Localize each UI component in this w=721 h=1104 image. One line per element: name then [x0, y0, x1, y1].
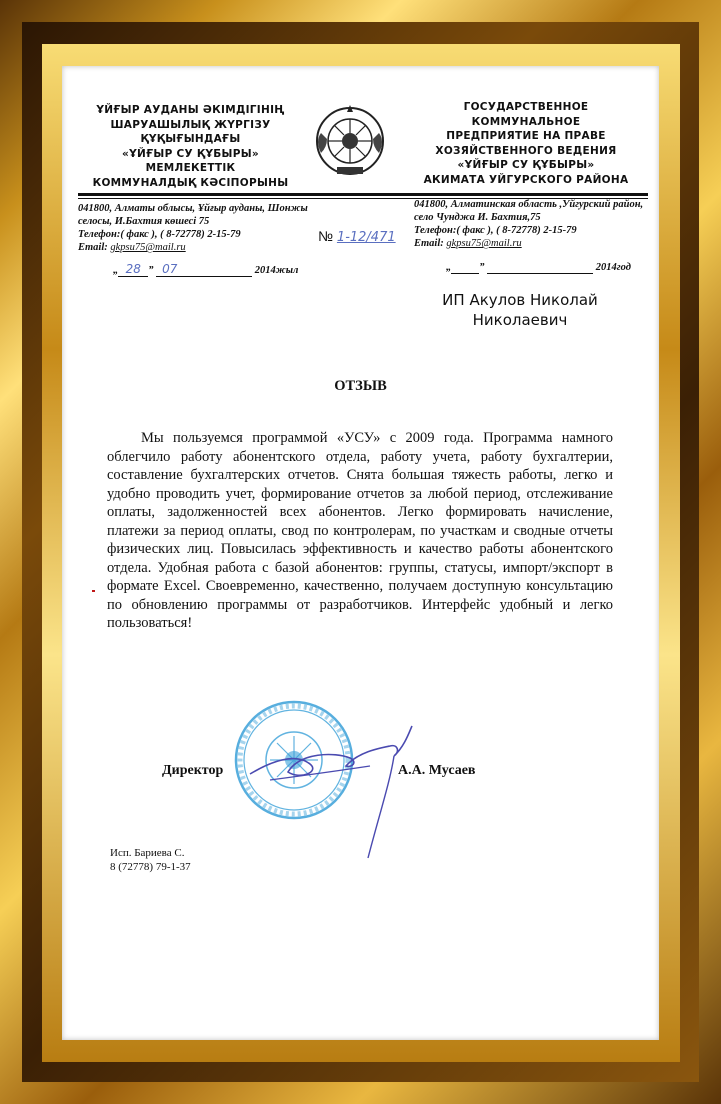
- contact-block-kazakh: [78, 202, 308, 254]
- executor-name: Исп. Бариева С.: [110, 847, 185, 859]
- director-title: Директор: [162, 763, 224, 778]
- executor-phone: 8 (72778) 79-1-37: [110, 861, 191, 873]
- date-quote: „: [446, 262, 452, 273]
- director-signature: [240, 722, 440, 862]
- header-kazakh-line: ҚҰҚЫҒЫНДАҒЫ: [140, 133, 241, 145]
- date-month-handwritten: 07: [162, 262, 178, 276]
- executor-info: [110, 846, 191, 874]
- date-day-field: [451, 262, 479, 274]
- date-quote: „: [113, 265, 119, 276]
- header-russian-line: ГОСУДАРСТВЕННОЕ КОММУНАЛЬНОЕ: [463, 101, 589, 128]
- red-ink-mark: [92, 590, 95, 592]
- date-quote: ”: [479, 262, 485, 273]
- header-divider: [78, 193, 648, 196]
- header-kazakh: [83, 103, 298, 190]
- email-label: Email:: [414, 238, 444, 249]
- email-row: [414, 237, 644, 250]
- address: 041800, Алматинская область ,Уйгурский район, село Чунджа И. Бахтия,75: [414, 199, 644, 223]
- header-kazakh-line: КОММУНАЛДЫҚ КӘСІПОРЫНЫ: [92, 176, 289, 189]
- header-russian-line: «ҰЙҒЫР СУ ҚҰБЫРЫ»: [457, 159, 595, 171]
- email-link[interactable]: gkpsu75@mail.ru: [110, 242, 186, 253]
- reference-number: [318, 228, 396, 245]
- email-link[interactable]: gkpsu75@mail.ru: [446, 238, 522, 249]
- header-russian-line: ХОЗЯЙСТВЕННОГО ВЕДЕНИЯ: [435, 144, 617, 157]
- header-kazakh-line: ҰЙҒЫР АУДАНЫ ӘКІМДІГІНІҢ: [96, 104, 285, 116]
- reference-handwritten-number: 1-12/471: [336, 230, 396, 245]
- email-row: [78, 241, 308, 254]
- email-label: Email:: [78, 242, 108, 253]
- recipient: [420, 290, 620, 330]
- phone: Телефон:( факс ), ( 8-72778) 2-15-79: [78, 229, 241, 240]
- document-title: ОТЗЫВ: [334, 378, 387, 394]
- phone: Телефон:( факс ), ( 8-72778) 2-15-79: [414, 225, 577, 236]
- date-month-field: [156, 262, 252, 277]
- date-line-kazakh: [113, 262, 298, 277]
- header-russian-line: ПРЕДПРИЯТИЕ НА ПРАВЕ: [446, 130, 606, 142]
- date-line-russian: [446, 262, 631, 274]
- header-kazakh-line: ШАРУАШЫЛЫҚ ЖҮРГІЗУ: [110, 118, 271, 131]
- recipient-line: ИП Акулов Николай: [442, 291, 598, 309]
- date-quote: ”: [148, 265, 154, 276]
- header-kazakh-line: «ҰЙҒЫР СУ ҚҰБЫРЫ»: [122, 147, 259, 160]
- date-month-field: [487, 262, 593, 274]
- header-kazakh-line: МЕМЛЕКЕТТІК: [145, 162, 236, 174]
- date-day-handwritten: 28: [125, 262, 141, 276]
- date-year-suffix: 2014год: [595, 262, 631, 273]
- address: 041800, Алматы облысы, Ұйғыр ауданы, Шонжы селосы, И.Бахтия көшесі 75: [78, 203, 308, 227]
- header-russian: [410, 100, 642, 187]
- date-year-suffix: 2014жыл: [254, 265, 299, 276]
- date-day-field: [118, 262, 148, 277]
- reference-prefix: №: [318, 228, 334, 244]
- document-body: Мы пользуемся программой «УСУ» с 2009 года. Программа намного облегчило работу абонентского отдела, работу учета, работу бухгалтерии, составление бухгалтерских отчетов. Снята большая тяжесть работы, легко и удобно проводить учет, формирование отчетов за любой период, отслеживание оплаты, задолженностей всех абонентов. Легко формировать начисление, платежи за период оплаты, свод по контролерам, по участкам и сводные отчеты физических лиц. Повысилась эффективность и качество работы абонентского отдела. Удобная работа с базой абонентов: группы, статусы, импорт/экспорт в формате Excel. Своевременно, качественно, получаем доступную консультацию по обновлению программы от разработчиков. Интерфейс удобный и легко пользоваться!: [107, 430, 613, 631]
- state-emblem-icon: [313, 103, 387, 179]
- header-russian-line: АКИМАТА УЙГУРСКОГО РАЙОНА: [423, 173, 629, 186]
- director-name: А.А. Мусаев: [398, 763, 476, 778]
- contact-block-russian: [414, 198, 644, 250]
- recipient-line: Николаевич: [472, 311, 568, 329]
